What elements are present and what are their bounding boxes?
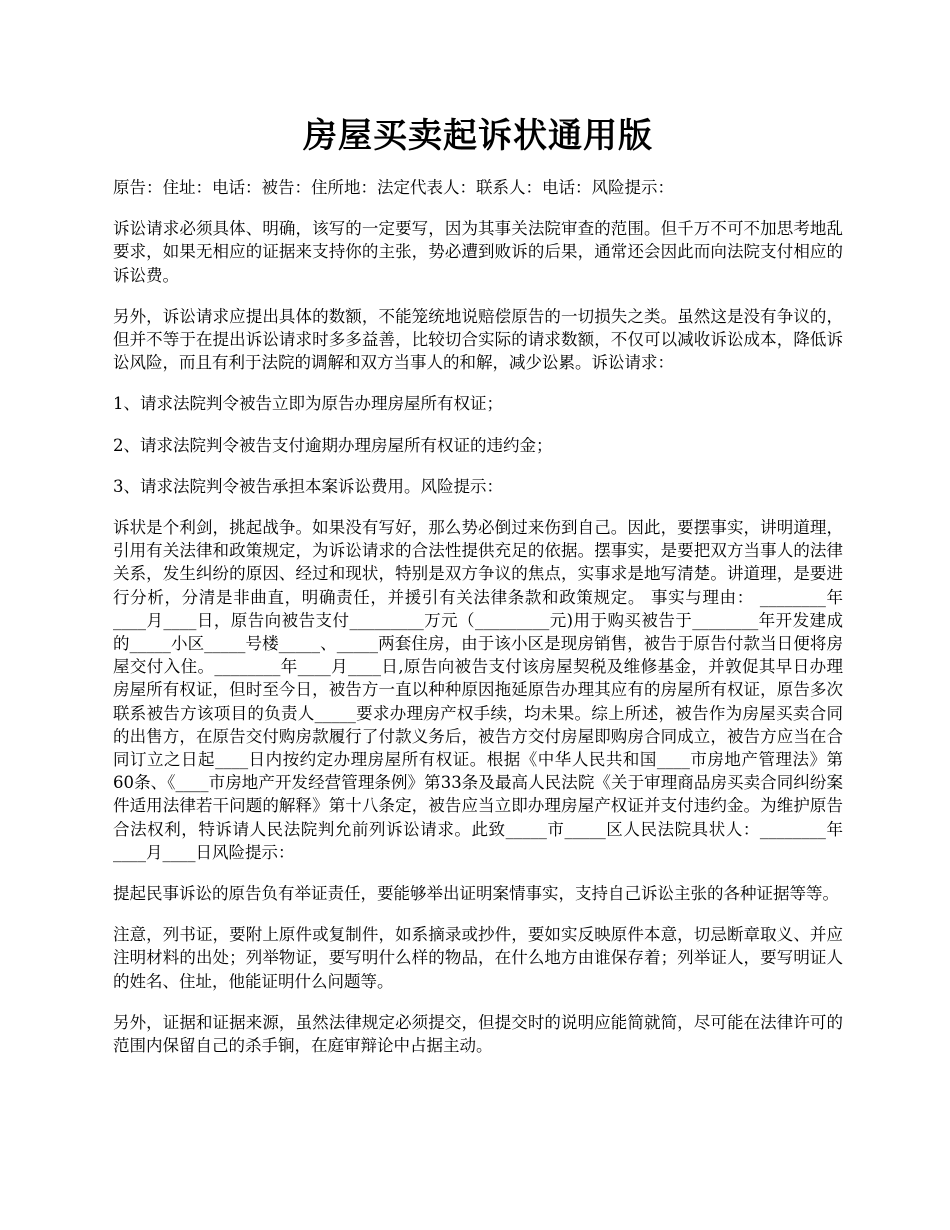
claim-item-2: 2、请求法院判令被告支付逾期办理房屋所有权证的违约金； <box>113 435 553 455</box>
paragraph-evidence-notes: 注意，列书证，要附上原件或复制件，如系摘录或抄件，要如实反映原件本意，切忌断章取义、并应注明材料的出处；列举物证，要写明什么样的物品，在什么地方由谁保存着；列举证人，要写明证人的姓名、住址，他能证明什么问题等。 <box>113 925 843 991</box>
paragraph-claim-amount: 另外，诉讼请求应提出具体的数额，不能笼统地说赔偿原告的一切损失之类。虽然这是没有争议的，但并不等于在提出诉讼请求时多多益善，比较切合实际的请求数额，不仅可以减收诉讼成本，降低诉讼风险，而且有利于法院的调解和双方当事人的和解，减少讼累。诉讼请求： <box>113 306 843 373</box>
claim-item-3: 3、请求法院判令被告承担本案诉讼费用。风险提示： <box>113 476 503 496</box>
paragraph-burden-of-proof: 提起民事诉讼的原告负有举证责任，要能够举出证明案情事实，支持自己诉讼主张的各种证据等等。 <box>113 884 839 904</box>
document-page <box>113 108 843 1075</box>
claim-item-1: 1、请求法院判令被告立即为原告办理房屋所有权证； <box>113 394 503 414</box>
document-title: 房屋买卖起诉状通用版 <box>303 116 653 156</box>
paragraph-evidence-strategy: 另外，证据和证据来源，虽然法律规定必须提交，但提交时的说明应能简就简，尽可能在法律许可的范围内保留自己的杀手锏，在庭审辩论中占据主动。 <box>113 1012 843 1056</box>
paragraph-facts-reasons: 诉状是个利剑，挑起战争。如果没有写好，那么势必倒过来伤到自己。因此，要摆事实，讲明道理，引用有关法律和政策规定，为诉讼请求的合法性提供充足的依据。摆事实，是要把双方当事人的法律关系，发生纠纷的原因、经过和现状，特别是双方争议的焦点，实事求是地写清楚。讲道理，是要进行分析，分清是非曲直，明确责任，并援引有关法律条款和政策规定。 事实与理由： ________年____月____日，原告向被告支付_________万元（_________元)用于购买被告于________年开发建成的_____小区_____号楼_____、_____两套住房，由于该小区是现房销售，被告于原告付款当日便将房屋交付入住。________年____月____日,原告向被告支付该房屋契税及维修基金，并敦促其早日办理房屋所有权证，但时至今日，被告方一直以种种原因拖延原告办理其应有的房屋所有权证，原告多次联系被告方该项目的负责人_____要求办理房产权手续，均未果。综上所述，被告作为房屋买卖合同的出售方，在原告交付购房款履行了付款义务后，被告方交付房屋即购房合同成立，被告方应当在合同订立之日起____日内按约定办理房屋所有权证。根据《中华人民共和国____市房地产管理法》第60条、《____市房地产开发经营管理条例》第33条及最高人民法院《关于审理商品房买卖合同纠纷案件适用法律若干问题的解释》第十八条定，被告应当立即办理房屋产权证并支付违约金。为维护原告合法权利，特诉请人民法院判允前列诉讼请求。此致_____市_____区人民法院具状人：________年____月____日风险提示： <box>113 518 844 862</box>
paragraph-risk-claims: 诉讼请求必须具体、明确，该写的一定要写，因为其事关法院审查的范围。但千万不可不加思考地乱要求，如果无相应的证据来支持你的主张，势必遭到败诉的后果，通常还会因此而向法院支付相应的诉讼费。 <box>113 219 843 285</box>
paragraph-parties: 原告：住址：电话：被告：住所地：法定代表人：联系人：电话：风险提示： <box>113 178 674 197</box>
